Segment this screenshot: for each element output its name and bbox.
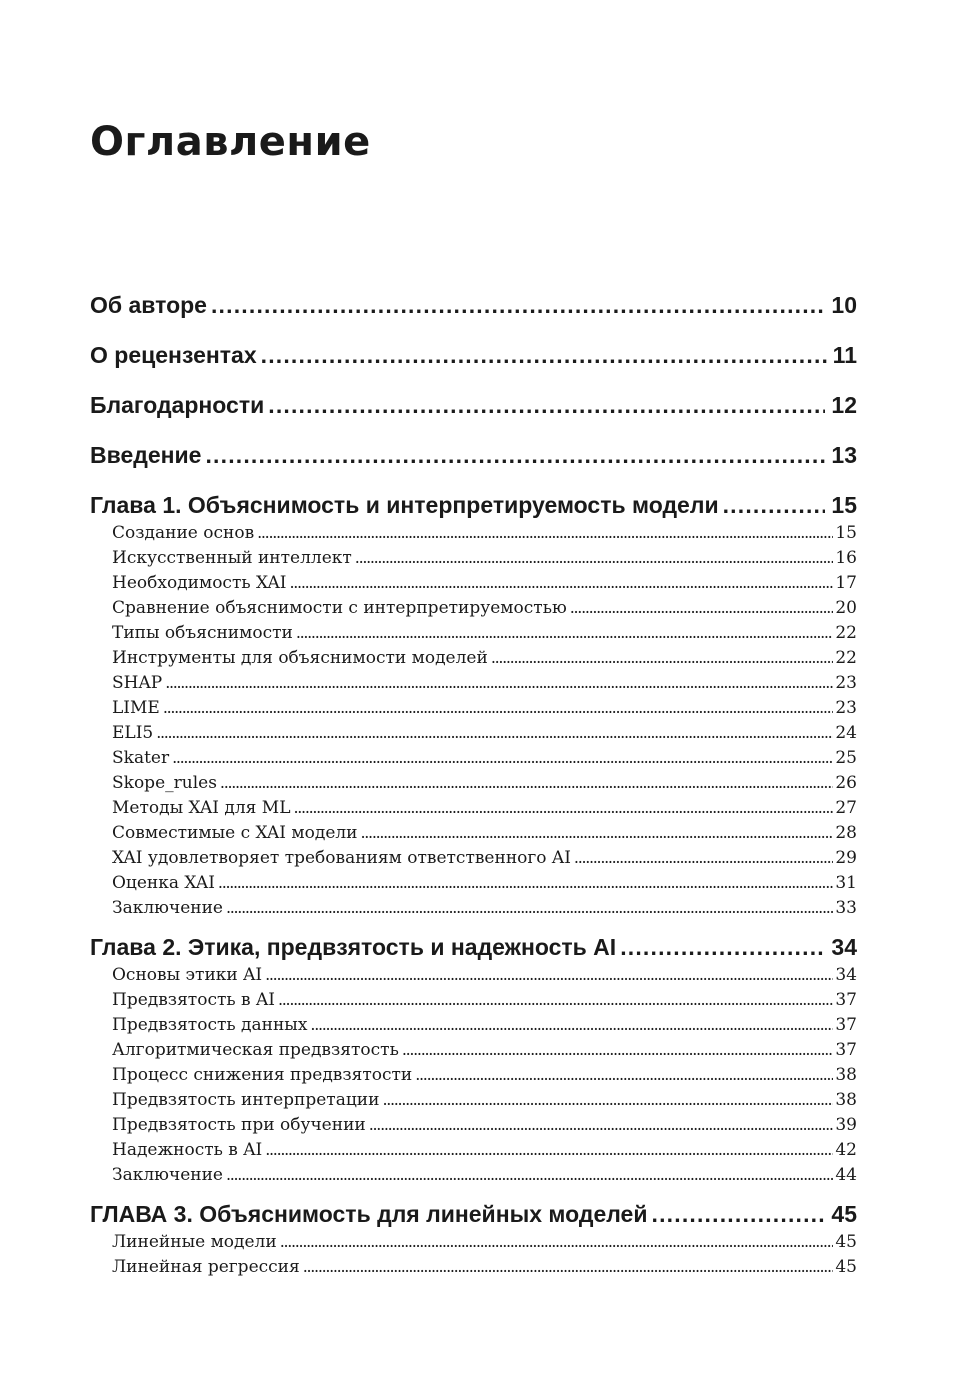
toc-entry-acknowledgements[interactable] (90, 387, 857, 437)
dot-leader (172, 745, 833, 770)
dot-leader (156, 720, 833, 745)
toc-section-page: 28 (833, 821, 857, 845)
toc-section-title: Необходимость XAI (112, 571, 290, 595)
toc-section[interactable] (90, 645, 857, 670)
dot-leader (265, 962, 833, 987)
toc-section[interactable] (90, 670, 857, 695)
dot-leader (226, 1162, 833, 1187)
toc-section[interactable] (90, 1254, 857, 1279)
toc-section-title: Предвзятость интерпретации (112, 1088, 382, 1112)
toc-section[interactable] (90, 695, 857, 720)
toc-chapter-3[interactable] (90, 1196, 857, 1229)
dot-leader (382, 1087, 833, 1112)
toc-section[interactable] (90, 570, 857, 595)
dot-leader (280, 1229, 834, 1254)
dot-leader (310, 1012, 833, 1037)
toc-section-title: LIME (112, 696, 163, 720)
toc-section[interactable] (90, 795, 857, 820)
toc-section-title: Основы этики AI (112, 963, 265, 987)
toc-section-title: Заключение (112, 1163, 226, 1187)
toc-section[interactable] (90, 720, 857, 745)
toc-section[interactable] (90, 870, 857, 895)
dot-leader (723, 487, 826, 520)
toc-section-page: 25 (833, 746, 857, 770)
dot-leader (652, 1196, 826, 1229)
toc-entry-page: 15 (825, 487, 857, 520)
toc-entry-title: О рецензентах (90, 337, 261, 373)
toc-entry-title: ГЛАВА 3. Объяснимость для линейных моделей (90, 1196, 652, 1229)
toc-entry-title: Благодарности (90, 387, 268, 423)
dot-leader (296, 620, 834, 645)
toc-section-page: 38 (833, 1088, 857, 1112)
toc-section-title: Сравнение объяснимости с интерпретируемостью (112, 596, 570, 620)
toc-entry-introduction[interactable] (90, 437, 857, 487)
dot-leader (294, 795, 834, 820)
toc-entry-reviewers[interactable] (90, 337, 857, 387)
dot-leader (268, 387, 825, 423)
chapter-2-group (90, 929, 857, 1187)
dot-leader (355, 545, 834, 570)
toc-entry-title: Глава 1. Объяснимость и интерпретируемость модели (90, 487, 723, 520)
toc-section-title: Создание основ (112, 521, 257, 545)
dot-leader (290, 570, 834, 595)
toc-section-title: Алгоритмическая предвзятость (112, 1038, 402, 1062)
toc-section[interactable] (90, 1112, 857, 1137)
toc-section-title: Методы XAI для ML (112, 796, 294, 820)
toc-section-title: Предвзятость данных (112, 1013, 310, 1037)
toc-section-page: 45 (833, 1230, 857, 1254)
toc-section[interactable] (90, 545, 857, 570)
toc-section-page: 17 (833, 571, 857, 595)
toc-section[interactable] (90, 1037, 857, 1062)
toc-section-title: Надежность в AI (112, 1138, 265, 1162)
toc-section-title: Инструменты для объяснимости моделей (112, 646, 491, 670)
dot-leader (165, 670, 833, 695)
toc-entry-title: Введение (90, 437, 205, 473)
toc-section-page: 24 (833, 721, 857, 745)
toc-section[interactable] (90, 1062, 857, 1087)
toc-section-page: 33 (833, 896, 857, 920)
dot-leader (205, 437, 825, 473)
dot-leader (303, 1254, 834, 1279)
dot-leader (574, 845, 833, 870)
toc-section-title: Процесс снижения предвзятости (112, 1063, 415, 1087)
dot-leader (220, 770, 833, 795)
toc-section[interactable] (90, 845, 857, 870)
toc-section-page: 22 (833, 646, 857, 670)
toc-section[interactable] (90, 620, 857, 645)
toc-chapter-1[interactable] (90, 487, 857, 520)
toc-section-page: 34 (833, 963, 857, 987)
toc-section-page: 15 (833, 521, 857, 545)
toc-section-page: 26 (833, 771, 857, 795)
toc-section[interactable] (90, 1229, 857, 1254)
dot-leader (402, 1037, 834, 1062)
dot-leader (620, 929, 825, 962)
toc-section[interactable] (90, 895, 857, 920)
dot-leader (226, 895, 833, 920)
toc-section[interactable] (90, 1137, 857, 1162)
toc-section[interactable] (90, 520, 857, 545)
toc-section[interactable] (90, 1087, 857, 1112)
toc-section-page: 37 (833, 988, 857, 1012)
toc-entry-title: Глава 2. Этика, предвзятость и надежность AI (90, 929, 620, 962)
toc-section-page: 23 (833, 696, 857, 720)
toc-section-page: 38 (833, 1063, 857, 1087)
toc-section-page: 42 (833, 1138, 857, 1162)
toc-entry-page: 10 (825, 287, 857, 323)
toc-entry-page: 11 (827, 337, 857, 373)
toc-section[interactable] (90, 1012, 857, 1037)
toc-section-page: 37 (833, 1038, 857, 1062)
toc-section-title: ELI5 (112, 721, 156, 745)
toc-section[interactable] (90, 770, 857, 795)
chapter-3-group (90, 1196, 857, 1279)
dot-leader (415, 1062, 833, 1087)
toc-section-title: SHAP (112, 671, 165, 695)
toc-section-title: Оценка XAI (112, 871, 218, 895)
toc-section-title: Совместимые с XAI модели (112, 821, 361, 845)
toc-entry-page: 34 (825, 929, 857, 962)
toc-section-title: Предвзятость в AI (112, 988, 278, 1012)
dot-leader (163, 695, 834, 720)
toc-section-page: 31 (833, 871, 857, 895)
toc-section[interactable] (90, 987, 857, 1012)
toc-entry-page: 13 (825, 437, 857, 473)
toc-section-title: Искусственный интеллект (112, 546, 355, 570)
dot-leader (261, 337, 827, 373)
dot-leader (361, 820, 834, 845)
toc-section-page: 44 (833, 1163, 857, 1187)
toc-entry-title: Об авторе (90, 287, 211, 323)
dot-leader (369, 1112, 834, 1137)
toc-section-title: XAI удовлетворяет требованиям ответственного AI (112, 846, 574, 870)
toc-section-title: Заключение (112, 896, 226, 920)
toc-section-page: 45 (833, 1255, 857, 1279)
toc-chapter-2[interactable] (90, 929, 857, 962)
dot-leader (491, 645, 834, 670)
dot-leader (570, 595, 834, 620)
dot-leader (257, 520, 833, 545)
toc-section-title: Предвзятость при обучении (112, 1113, 369, 1137)
toc-section-page: 27 (833, 796, 857, 820)
toc-section-page: 39 (833, 1113, 857, 1137)
toc-section[interactable] (90, 820, 857, 845)
toc-section-title: Типы объяснимости (112, 621, 296, 645)
toc-section-page: 22 (833, 621, 857, 645)
toc-section-page: 23 (833, 671, 857, 695)
toc-section-title: Линейные модели (112, 1230, 280, 1254)
toc-section[interactable] (90, 745, 857, 770)
toc-section[interactable] (90, 595, 857, 620)
toc-section[interactable] (90, 1162, 857, 1187)
dot-leader (278, 987, 833, 1012)
toc-section[interactable] (90, 962, 857, 987)
toc-entry-page: 12 (825, 387, 857, 423)
toc-section-title: Линейная регрессия (112, 1255, 303, 1279)
page-title: Оглавление (90, 119, 371, 165)
toc-entry-page: 45 (825, 1196, 857, 1229)
toc-section-page: 29 (833, 846, 857, 870)
toc-section-page: 16 (833, 546, 857, 570)
toc-section-page: 20 (833, 596, 857, 620)
table-of-contents (90, 287, 857, 1288)
toc-section-title: Skater (112, 746, 172, 770)
toc-section-title: Skope_rules (112, 771, 220, 795)
dot-leader (218, 870, 833, 895)
chapter-1-group (90, 487, 857, 920)
toc-entry-about-author[interactable] (90, 287, 857, 337)
dot-leader (211, 287, 825, 323)
dot-leader (265, 1137, 833, 1162)
toc-section-page: 37 (833, 1013, 857, 1037)
